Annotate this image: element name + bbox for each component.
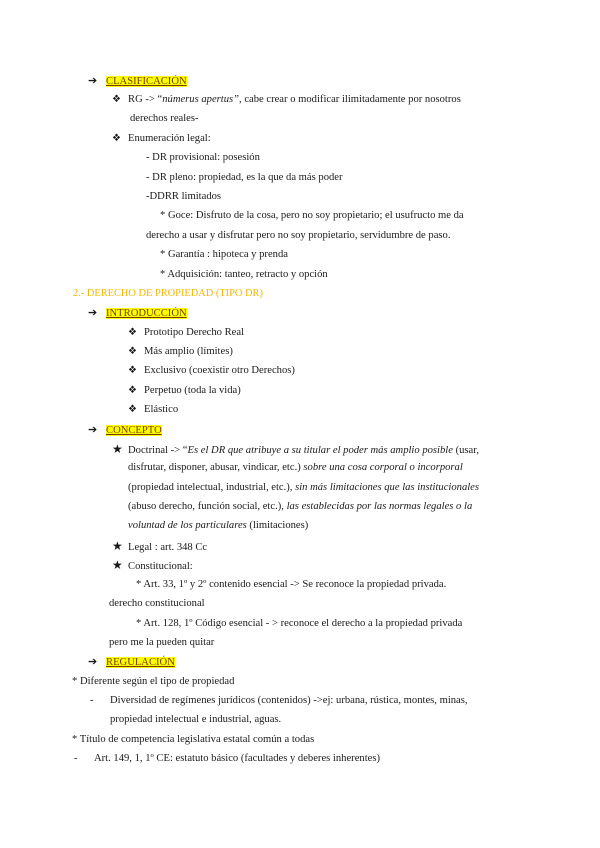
list-item: ★ Doctrinal -> “Es el DR que atribuye a su titular el poder más amplio posible (usar, [112, 442, 479, 456]
text-line: propiedad intelectual e industrial, aguas. [110, 714, 282, 725]
diamond-icon: ❖ [128, 327, 137, 338]
list-item: ❖ Exclusivo (coexistir otro Derechos) [128, 365, 295, 376]
list-item: ❖ Perpetuo (toda la vida) [128, 385, 241, 396]
arrow-icon: ➔ [88, 656, 98, 668]
heading-regulacion [88, 655, 175, 670]
diamond-icon: ❖ [128, 365, 137, 376]
text-line: derecho a usar y disfrutar pero no soy propietario, servidumbre de paso. [146, 230, 451, 241]
text-line: voluntad de los particulares (limitaciones) [128, 520, 309, 531]
heading-text: REGULACIÓN [106, 657, 175, 668]
text-line: - DR provisional: posesión [146, 152, 260, 163]
text-line: pero me la pueden quitar [109, 637, 215, 648]
text-line: disfrutar, disponer, abusar, vindicar, etc.) sobre una cosa corporal o incorporal [128, 462, 463, 473]
arrow-icon: ➔ [88, 424, 98, 436]
diamond-icon: ❖ [112, 133, 121, 144]
arrow-icon: ➔ [88, 75, 98, 87]
diamond-icon: ❖ [128, 404, 137, 415]
text-line: * Garantía : hipoteca y prenda [160, 249, 288, 260]
star-icon: ★ [112, 539, 123, 553]
list-item: - Art. 149, 1, 1º CE: estatuto básico (facultades y deberes inherentes) [74, 753, 380, 764]
text-line: (propiedad intelectual, industrial, etc.), sin más limitaciones que las institucionales [128, 482, 480, 493]
text-line: * Título de competencia legislativa estatal común a todas [72, 734, 315, 745]
dash-icon: - [90, 695, 94, 706]
list-item: ★ Legal : art. 348 Cc [112, 539, 208, 553]
star-icon: ★ [112, 558, 123, 572]
heading-concepto [88, 423, 162, 438]
text-line: * Art. 128, 1º Código esencial - > reconoce el derecho a la propiedad privada [136, 618, 463, 629]
star-icon: ★ [112, 442, 123, 456]
text-line: derecho constitucional [109, 598, 205, 609]
text-line: derechos reales- [130, 113, 199, 124]
heading-introduccion [88, 306, 187, 321]
list-item: ❖ RG -> “númerus apertus”, cabe crear o modificar ilimitadamente por nosotros [112, 94, 461, 105]
text-line: * Art. 33, 1º y 2º contenido esencial -> Se reconoce la propiedad privada. [136, 579, 447, 590]
text-line: * Diferente según el tipo de propiedad [72, 676, 235, 687]
heading-text: INTRODUCCIÓN [106, 308, 187, 319]
list-item: - Diversidad de regímenes jurídicos (contenidos) ->ej: urbana, rústica, montes, minas, [90, 695, 468, 706]
section-title: 2.- DERECHO DE PROPIEDAD (TIPO DR) [73, 288, 263, 299]
heading-clasificacion [88, 74, 187, 89]
text-line: (abuso derecho, función social, etc.), las establecidas por las normas legales o la [128, 501, 473, 512]
dash-icon: - [74, 753, 78, 764]
heading-text: CLASIFICACIÓN [106, 76, 187, 87]
heading-text: CONCEPTO [106, 425, 162, 436]
text-line: * Goce: Disfruto de la cosa, pero no soy propietario; el usufructo me da [160, 210, 464, 221]
list-item: ❖ Más amplio (límites) [128, 346, 233, 357]
diamond-icon: ❖ [112, 94, 121, 105]
text-line: - DR pleno: propiedad, es la que da más poder [146, 172, 343, 183]
arrow-icon: ➔ [88, 307, 98, 319]
list-item: ❖ Prototipo Derecho Real [128, 327, 245, 338]
diamond-icon: ❖ [128, 346, 137, 357]
list-item: ❖ Enumeración legal: [112, 133, 211, 144]
text-line: * Adquisición: tanteo, retracto y opción [160, 269, 328, 280]
list-item: ❖ Elástico [128, 404, 179, 415]
list-item: ★ Constitucional: [112, 558, 193, 572]
text-line: -DDRR limitados [146, 191, 222, 202]
diamond-icon: ❖ [128, 385, 137, 396]
